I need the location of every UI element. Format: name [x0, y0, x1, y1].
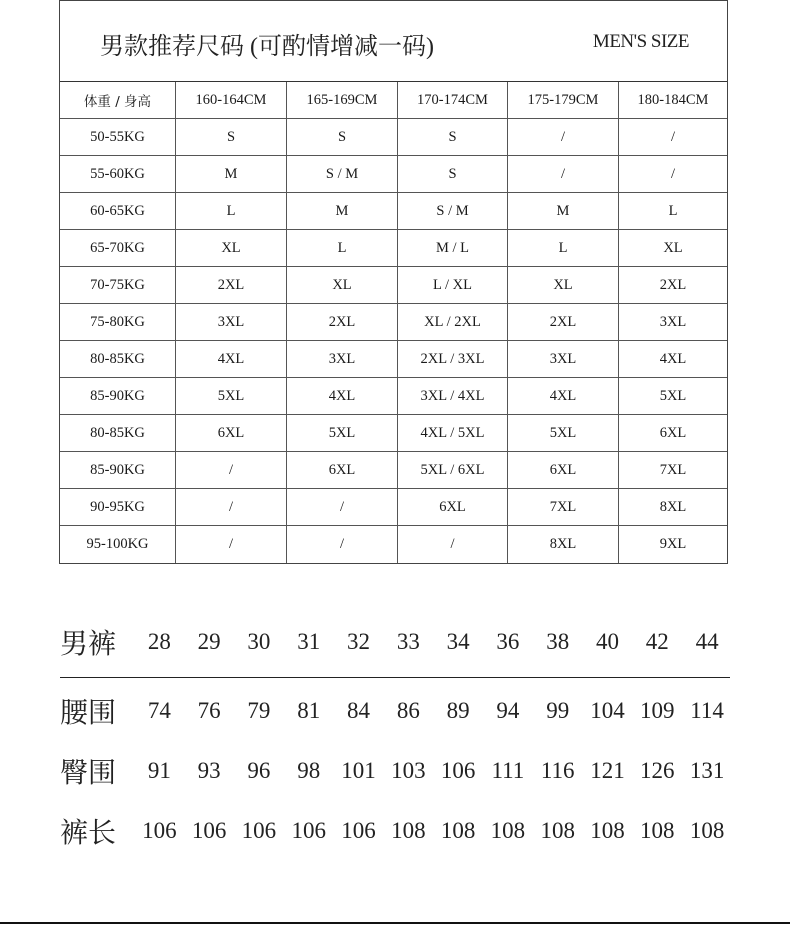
weight-range-cell: 85-90KG	[60, 452, 176, 488]
bottom-border-line	[0, 922, 790, 924]
size-cell: /	[287, 489, 398, 525]
weight-range-cell: 55-60KG	[60, 156, 176, 192]
pants-value: 104	[590, 698, 625, 723]
pants-value: 111	[491, 758, 525, 783]
size-cell: 2XL	[508, 304, 619, 340]
size-table-title-cn: 男款推荐尺码 (可酌情增减一码)	[100, 34, 434, 60]
size-cell: 8XL	[508, 526, 619, 563]
size-table-body	[60, 119, 727, 563]
size-table-title-row	[60, 1, 727, 82]
size-cell: XL / 2XL	[398, 304, 508, 340]
size-cell: L	[508, 230, 619, 266]
pants-value: 106	[142, 818, 177, 843]
size-table-row	[60, 415, 727, 452]
weight-range-cell: 75-80KG	[60, 304, 176, 340]
size-cell: L	[287, 230, 398, 266]
pants-value: 108	[540, 818, 575, 843]
pants-value: 131	[689, 758, 725, 783]
hip-row	[60, 751, 732, 791]
pants-value: 84	[347, 698, 371, 723]
size-cell: M	[287, 193, 398, 229]
size-cell: S	[176, 119, 287, 155]
pants-value: 93	[197, 758, 221, 783]
size-cell: 5XL	[659, 387, 687, 404]
size-cell: /	[287, 526, 398, 563]
weight-range-cell: 80-85KG	[60, 341, 176, 377]
pants-value: 108	[490, 818, 526, 843]
pants-row-values	[134, 629, 732, 655]
pants-value: 38	[546, 629, 570, 654]
weight-range-cell: 85-90KG	[60, 378, 176, 414]
size-cell: 2XL	[176, 267, 287, 303]
size-cell: 9XL	[659, 536, 687, 552]
pants-value: 116	[540, 758, 575, 783]
pants-value: 30	[247, 629, 271, 654]
size-cell: /	[176, 489, 287, 525]
size-cell: 6XL	[176, 415, 287, 451]
pants-value: 109	[640, 698, 675, 723]
pants-value: 98	[297, 758, 321, 783]
height-column-header: 165-169CM	[287, 82, 398, 118]
size-cell: L	[668, 202, 678, 219]
pants-row-values	[134, 758, 732, 784]
size-cell: XL	[663, 239, 683, 256]
size-cell: 3XL / 4XL	[398, 378, 508, 414]
pants-value: 33	[396, 629, 420, 654]
pants-row-label: 臀围	[60, 758, 117, 789]
weight-range-cell: 65-70KG	[60, 230, 176, 266]
pants-value: 94	[496, 698, 520, 723]
size-cell: 4XL	[659, 350, 687, 367]
corner-header-cell: 体重 / 身高	[60, 82, 176, 118]
size-table-row	[60, 230, 727, 267]
pants-value: 79	[247, 698, 271, 723]
size-cell: 5XL / 6XL	[398, 452, 508, 488]
size-cell: S	[398, 119, 508, 155]
size-cell: XL	[176, 230, 287, 266]
size-cell: /	[176, 526, 287, 563]
pants-value: 81	[297, 698, 321, 723]
pants-value: 106	[191, 818, 227, 843]
size-cell: 8XL	[659, 498, 687, 515]
height-column-header: 180-184CM	[637, 91, 709, 108]
size-cell: 2XL	[659, 276, 687, 293]
pants-value: 34	[446, 629, 470, 654]
size-cell: M	[176, 156, 287, 192]
pants-value: 99	[546, 698, 570, 723]
mens-size-table	[59, 0, 728, 564]
pants-value: 86	[396, 698, 420, 723]
pants-value: 108	[590, 818, 625, 843]
size-cell: 5XL	[508, 415, 619, 451]
size-cell: L	[176, 193, 287, 229]
size-table-row	[60, 267, 727, 304]
size-cell: 2XL	[287, 304, 398, 340]
pants-value: 28	[147, 629, 171, 654]
size-cell: 3XL	[176, 304, 287, 340]
pants-value: 114	[690, 698, 724, 723]
height-column-header: 170-174CM	[398, 82, 508, 118]
size-cell: 6XL	[659, 424, 687, 441]
pants-value: 108	[440, 818, 476, 843]
pants-row-label: 腰围	[60, 698, 117, 729]
size-table-row	[60, 341, 727, 378]
size-cell: 3XL	[287, 341, 398, 377]
size-cell: M	[508, 193, 619, 229]
size-cell: /	[670, 165, 676, 182]
size-cell: 4XL / 5XL	[398, 415, 508, 451]
size-cell: 5XL	[287, 415, 398, 451]
pants-value: 76	[197, 698, 221, 723]
pants-value: 91	[147, 758, 171, 783]
pants-row-values	[134, 818, 732, 844]
pants-size-row	[60, 622, 732, 662]
height-column-header: 160-164CM	[176, 82, 287, 118]
size-cell: 4XL	[176, 341, 287, 377]
pants-row-values	[134, 698, 732, 724]
size-cell: 3XL	[659, 313, 687, 330]
pants-value: 40	[596, 629, 619, 654]
size-table-row	[60, 452, 727, 489]
length-row	[60, 811, 732, 851]
pants-value: 89	[446, 698, 470, 723]
weight-range-cell: 80-85KG	[60, 415, 176, 451]
size-table-row	[60, 193, 727, 230]
size-cell: S / M	[287, 156, 398, 192]
size-table-row	[60, 304, 727, 341]
pants-row-label: 裤长	[60, 818, 117, 849]
pants-value: 31	[297, 629, 321, 654]
weight-range-cell: 90-95KG	[60, 489, 176, 525]
size-table-header-row	[60, 82, 727, 119]
size-cell: 5XL	[176, 378, 287, 414]
pants-value: 29	[197, 629, 221, 654]
size-cell: /	[508, 156, 619, 192]
size-cell: XL	[287, 267, 398, 303]
pants-header-divider	[60, 677, 730, 678]
weight-range-cell: 50-55KG	[60, 119, 176, 155]
pants-value: 42	[645, 629, 669, 654]
pants-value: 44	[695, 629, 719, 654]
size-cell: 4XL	[508, 378, 619, 414]
size-cell: XL	[508, 267, 619, 303]
size-cell: 7XL	[659, 461, 687, 478]
size-cell: /	[176, 452, 287, 488]
size-cell: 6XL	[287, 452, 398, 488]
size-table-row	[60, 489, 727, 526]
waist-row	[60, 691, 732, 731]
height-column-header: 175-179CM	[508, 82, 619, 118]
size-cell: /	[508, 119, 619, 155]
pants-value: 106	[341, 818, 376, 843]
pants-value: 106	[291, 818, 326, 843]
size-table-row	[60, 526, 727, 563]
pants-value: 96	[247, 758, 271, 783]
size-cell: L / XL	[398, 267, 508, 303]
size-cell: 7XL	[508, 489, 619, 525]
size-cell: 6XL	[398, 489, 508, 525]
size-cell: 6XL	[508, 452, 619, 488]
size-table-row	[60, 119, 727, 156]
size-cell: S	[287, 119, 398, 155]
size-cell: 3XL	[508, 341, 619, 377]
size-cell: M / L	[398, 230, 508, 266]
pants-value: 108	[689, 818, 725, 843]
pants-value: 36	[496, 629, 520, 654]
pants-value: 108	[640, 818, 675, 843]
pants-value: 32	[347, 629, 371, 654]
size-cell: 2XL / 3XL	[398, 341, 508, 377]
size-cell: S / M	[398, 193, 508, 229]
size-cell: /	[670, 128, 676, 145]
size-table-row	[60, 378, 727, 415]
size-cell: 4XL	[287, 378, 398, 414]
weight-range-cell: 70-75KG	[60, 267, 176, 303]
size-table-title-en: MEN'S SIZE	[592, 31, 689, 52]
pants-value: 106	[440, 758, 476, 783]
pants-value: 74	[147, 698, 171, 723]
weight-range-cell: 95-100KG	[60, 526, 176, 563]
pants-value: 108	[391, 818, 426, 843]
size-cell: S	[398, 156, 508, 192]
weight-range-cell: 60-65KG	[60, 193, 176, 229]
pants-value: 103	[391, 758, 426, 783]
size-cell: /	[398, 526, 508, 563]
pants-value: 106	[241, 818, 277, 843]
pants-row-label: 男裤	[60, 629, 117, 660]
pants-value: 121	[590, 758, 625, 783]
pants-value: 126	[640, 758, 675, 783]
size-table-row	[60, 156, 727, 193]
pants-value: 101	[341, 758, 376, 783]
